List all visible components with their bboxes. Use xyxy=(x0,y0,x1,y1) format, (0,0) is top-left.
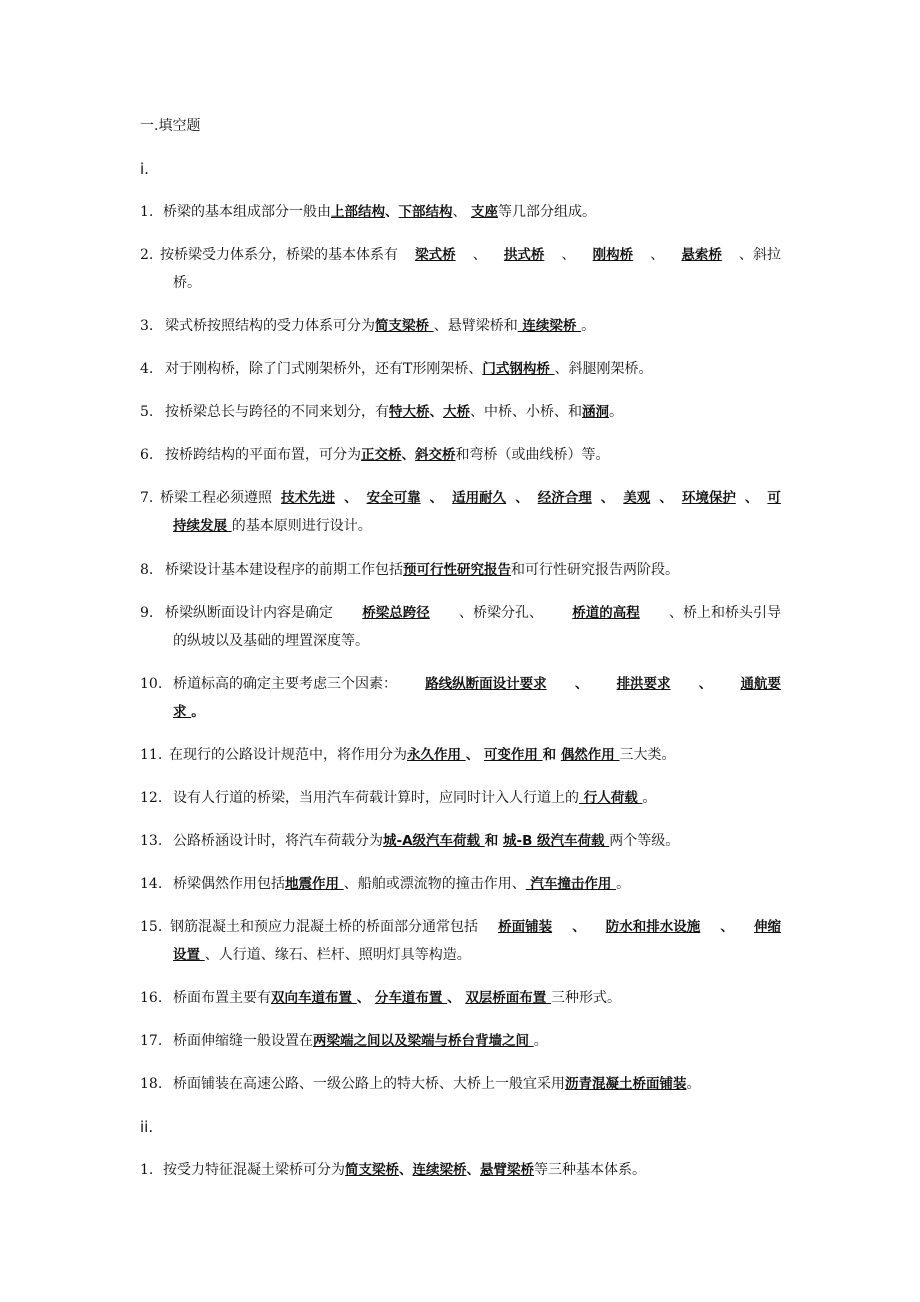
answer-blank: 悬索桥 xyxy=(681,247,722,263)
answer-blank: 地震作用 xyxy=(285,876,344,892)
separator-text: 、 xyxy=(465,747,484,763)
question-text: 、 xyxy=(472,247,487,263)
question-text: 。 xyxy=(581,318,596,334)
separator-text: 、 xyxy=(600,490,615,506)
question-number: 9. xyxy=(140,605,154,621)
answer-blank: 大桥 xyxy=(443,404,470,420)
question-text: 三大类。 xyxy=(619,747,676,763)
question-text: 。 xyxy=(642,790,657,806)
question-text: 、 xyxy=(650,247,665,263)
question-text: 公路桥涵设计时，将汽车荷载分为 xyxy=(173,833,383,849)
question-text: 桥面铺装在高速公路、一级公路上的特大桥、大桥上一般宜采用 xyxy=(173,1076,565,1092)
question-text: 桥梁的基本组成部分一般由 xyxy=(163,204,331,220)
answer-blank: 两梁端之间以及梁端与桥台背墙之间 xyxy=(313,1033,534,1049)
answer-blank: 汽车撞击作用 xyxy=(525,876,617,892)
answer-blank: 可 xyxy=(767,490,781,506)
question-number: 15. xyxy=(140,919,163,935)
question-continuation xyxy=(173,703,205,721)
answer-blank: 行人荷载 xyxy=(579,790,643,806)
answer-blank: 刚构桥 xyxy=(592,247,634,263)
separator-text: 。 xyxy=(191,704,205,720)
question-text: 桥梁工程必须遵照 xyxy=(160,490,272,506)
question-text: 桥面布置主要有 xyxy=(173,990,271,1006)
question-line xyxy=(163,1161,646,1179)
question-text: 桥。 xyxy=(173,275,201,291)
answer-blank: 简支梁桥 xyxy=(345,1162,399,1178)
question-number: 13. xyxy=(140,833,163,849)
question-text: 钢筋混凝土和预应力混凝土桥的桥面部分通常包括 xyxy=(170,919,478,935)
question-text: 桥梁偶然作用包括 xyxy=(173,876,285,892)
question-number: 18. xyxy=(140,1076,163,1092)
question-text: 、 xyxy=(452,204,471,220)
question-text: 三种形式。 xyxy=(551,990,622,1006)
answer-blank: 经济合理 xyxy=(537,490,592,506)
question-line xyxy=(173,1032,548,1050)
question-number: 4. xyxy=(140,361,154,377)
question-line xyxy=(173,832,679,850)
separator-text: 、 xyxy=(447,990,466,1006)
question-text: 桥面伸缩缝一般设置在 xyxy=(173,1033,313,1049)
question-number: 6. xyxy=(140,447,154,463)
question-text: 。 xyxy=(609,404,623,420)
answer-blank: 连续梁桥 xyxy=(517,318,582,334)
answer-blank: 涵洞 xyxy=(582,404,609,420)
answer-blank: 技术先进 xyxy=(281,490,336,506)
separator-text: 、 xyxy=(744,490,759,506)
separator-text: 、 xyxy=(429,490,444,506)
question-number: 7. xyxy=(140,490,154,506)
separator-text: 、 xyxy=(399,1162,413,1178)
question-number: 1. xyxy=(140,1162,154,1178)
question-text: 桥道标高的确定主要考虑三个因素： xyxy=(173,676,397,692)
question-continuation xyxy=(173,946,471,964)
question-text: 、 xyxy=(561,247,576,263)
question-text: 按桥梁总长与跨径的不同来划分，有 xyxy=(165,404,389,420)
answer-blank: 持续发展 xyxy=(173,518,232,534)
question-text: 、桥上和桥头引导 xyxy=(669,605,781,621)
answer-blank: 分车道布置 xyxy=(374,990,448,1006)
question-line xyxy=(173,1075,701,1093)
separator-text: 、 xyxy=(429,404,443,420)
separator-text: 、 xyxy=(572,919,586,935)
question-number: 2. xyxy=(140,247,154,263)
answer-blank: 路线纵断面设计要求 xyxy=(425,676,547,692)
answer-blank: 拱式桥 xyxy=(503,247,545,263)
question-text: 按桥梁受力体系分，桥梁的基本体系有 xyxy=(160,247,398,263)
question-line xyxy=(165,604,781,622)
separator-text: 、 xyxy=(401,447,415,463)
separator-text: 、 xyxy=(344,490,358,506)
answer-blank: 桥梁总跨径 xyxy=(362,605,430,621)
question-number: 3. xyxy=(140,318,154,334)
answer-blank: 城-A级汽车荷载 xyxy=(383,833,485,849)
question-number: 10. xyxy=(140,676,163,692)
answer-blank: 门式钢构桥 xyxy=(482,361,555,377)
question-text: 、人行道、缘石、栏杆、照明灯具等构造。 xyxy=(204,947,471,963)
question-line xyxy=(165,360,653,378)
answer-blank: 正交桥 xyxy=(361,447,402,463)
question-number: 12. xyxy=(140,790,163,806)
separator-text: 、 xyxy=(720,919,734,935)
separator-text: 、 xyxy=(515,490,529,506)
answer-blank: 可变作用 xyxy=(483,747,543,763)
question-line xyxy=(160,246,781,264)
answer-blank: 城-B 级汽车荷载 xyxy=(502,833,610,849)
question-line xyxy=(170,918,781,936)
question-line xyxy=(173,789,656,807)
answer-blank: 下部结构 xyxy=(398,204,453,220)
answer-blank: 环境保护 xyxy=(681,490,736,506)
question-text: 等三种基本体系。 xyxy=(534,1162,646,1178)
separator-text: 、 xyxy=(698,676,713,692)
question-text: 。 xyxy=(686,1076,701,1092)
question-text: 和弯桥（或曲线桥）等。 xyxy=(455,447,610,463)
answer-blank: 上部结构 xyxy=(331,204,385,220)
answer-blank: 特大桥 xyxy=(389,404,430,420)
answer-blank: 美观 xyxy=(623,490,651,506)
question-line xyxy=(169,746,676,764)
question-line xyxy=(165,403,623,421)
answer-blank: 安全可靠 xyxy=(366,490,421,506)
question-number: 8. xyxy=(140,562,154,578)
answer-blank: 偶然作用 xyxy=(560,747,620,763)
question-text: 桥梁设计基本建设程序的前期工作包括 xyxy=(165,562,403,578)
question-number: 17. xyxy=(140,1033,163,1049)
question-number: 11. xyxy=(140,747,163,763)
separator-text: 、 xyxy=(385,204,399,220)
question-text: 的基本原则进行设计。 xyxy=(231,518,372,534)
question-text: 两个等级。 xyxy=(609,833,680,849)
question-text: 、斜拉 xyxy=(739,247,781,263)
separator-text: 、 xyxy=(659,490,673,506)
question-line xyxy=(165,317,595,335)
question-text: 桥梁纵断面设计内容是确定 xyxy=(165,605,333,621)
question-continuation xyxy=(173,517,372,535)
separator-text: 和 xyxy=(484,833,503,849)
answer-blank: 求 xyxy=(173,704,192,720)
question-text: 在现行的公路设计规范中，将作用分为 xyxy=(169,747,407,763)
answer-blank: 沥青混凝土桥面铺装 xyxy=(565,1076,687,1092)
answer-blank: 梁式桥 xyxy=(415,247,456,263)
question-text: 、中桥、小桥、和 xyxy=(470,404,582,420)
answer-blank: 支座 xyxy=(470,204,498,220)
answer-blank: 简支梁桥 xyxy=(375,318,434,334)
answer-blank: 连续梁桥 xyxy=(412,1162,467,1178)
answer-blank: 防水和排水设施 xyxy=(605,919,701,935)
answer-blank: 双层桥面布置 xyxy=(465,990,552,1006)
question-number: 14. xyxy=(140,876,163,892)
question-text: 按桥跨结构的平面布置，可分为 xyxy=(165,447,361,463)
question-text: 设有人行道的桥梁，当用汽车荷载计算时，应同时计入人行道上的 xyxy=(173,790,579,806)
section-i-label: i. xyxy=(140,160,149,178)
question-text: 、桥梁分孔、 xyxy=(459,605,543,621)
question-text: 。 xyxy=(533,1033,548,1049)
answer-blank: 双向车道布置 xyxy=(271,990,357,1006)
answer-blank: 桥道的高程 xyxy=(572,605,640,621)
question-line xyxy=(173,875,630,893)
question-line xyxy=(163,203,596,221)
question-text: 、悬臂梁桥和 xyxy=(433,318,518,334)
separator-text: 、 xyxy=(574,676,589,692)
answer-blank: 悬臂梁桥 xyxy=(480,1162,534,1178)
question-line xyxy=(165,446,610,464)
separator-text: 、 xyxy=(356,990,375,1006)
question-line xyxy=(173,989,621,1007)
answer-blank: 通航要 xyxy=(740,676,781,692)
answer-blank: 伸缩 xyxy=(753,919,781,935)
answer-blank: 桥面铺装 xyxy=(498,919,553,935)
section-ii-label: ii. xyxy=(140,1118,154,1136)
question-number: 1. xyxy=(140,204,154,220)
question-text: 对于刚构桥，除了门式刚架桥外，还有T形刚架桥、 xyxy=(165,361,483,377)
answer-blank: 设置 xyxy=(173,947,205,963)
question-number: 16. xyxy=(140,990,163,1006)
question-text: 、斜腿刚架桥。 xyxy=(554,361,653,377)
question-text: 和可行性研究报告两阶段。 xyxy=(511,562,679,578)
question-text: 。 xyxy=(616,876,631,892)
answer-blank: 适用耐久 xyxy=(452,490,507,506)
question-text: 等几部分组成。 xyxy=(497,204,596,220)
separator-text: 、 xyxy=(466,1162,480,1178)
answer-blank: 斜交桥 xyxy=(415,447,456,463)
question-text: 、船舶或漂流物的撞击作用、 xyxy=(343,876,526,892)
separator-text: 和 xyxy=(542,747,561,763)
question-text: 按受力特征混凝土梁桥可分为 xyxy=(163,1162,345,1178)
question-line xyxy=(160,489,781,507)
question-number: 5. xyxy=(140,404,154,420)
question-line xyxy=(173,675,781,693)
answer-blank: 预可行性研究报告 xyxy=(403,562,511,578)
question-text: 梁式桥按照结构的受力体系可分为 xyxy=(165,318,375,334)
question-continuation xyxy=(173,632,369,650)
question-line xyxy=(165,561,679,579)
question-continuation xyxy=(173,274,201,292)
answer-blank: 排洪要求 xyxy=(616,676,671,692)
question-text: 的纵坡以及基础的埋置深度等。 xyxy=(173,633,369,649)
section-heading: 一.填空题 xyxy=(140,118,201,134)
answer-blank: 永久作用 xyxy=(407,747,466,763)
